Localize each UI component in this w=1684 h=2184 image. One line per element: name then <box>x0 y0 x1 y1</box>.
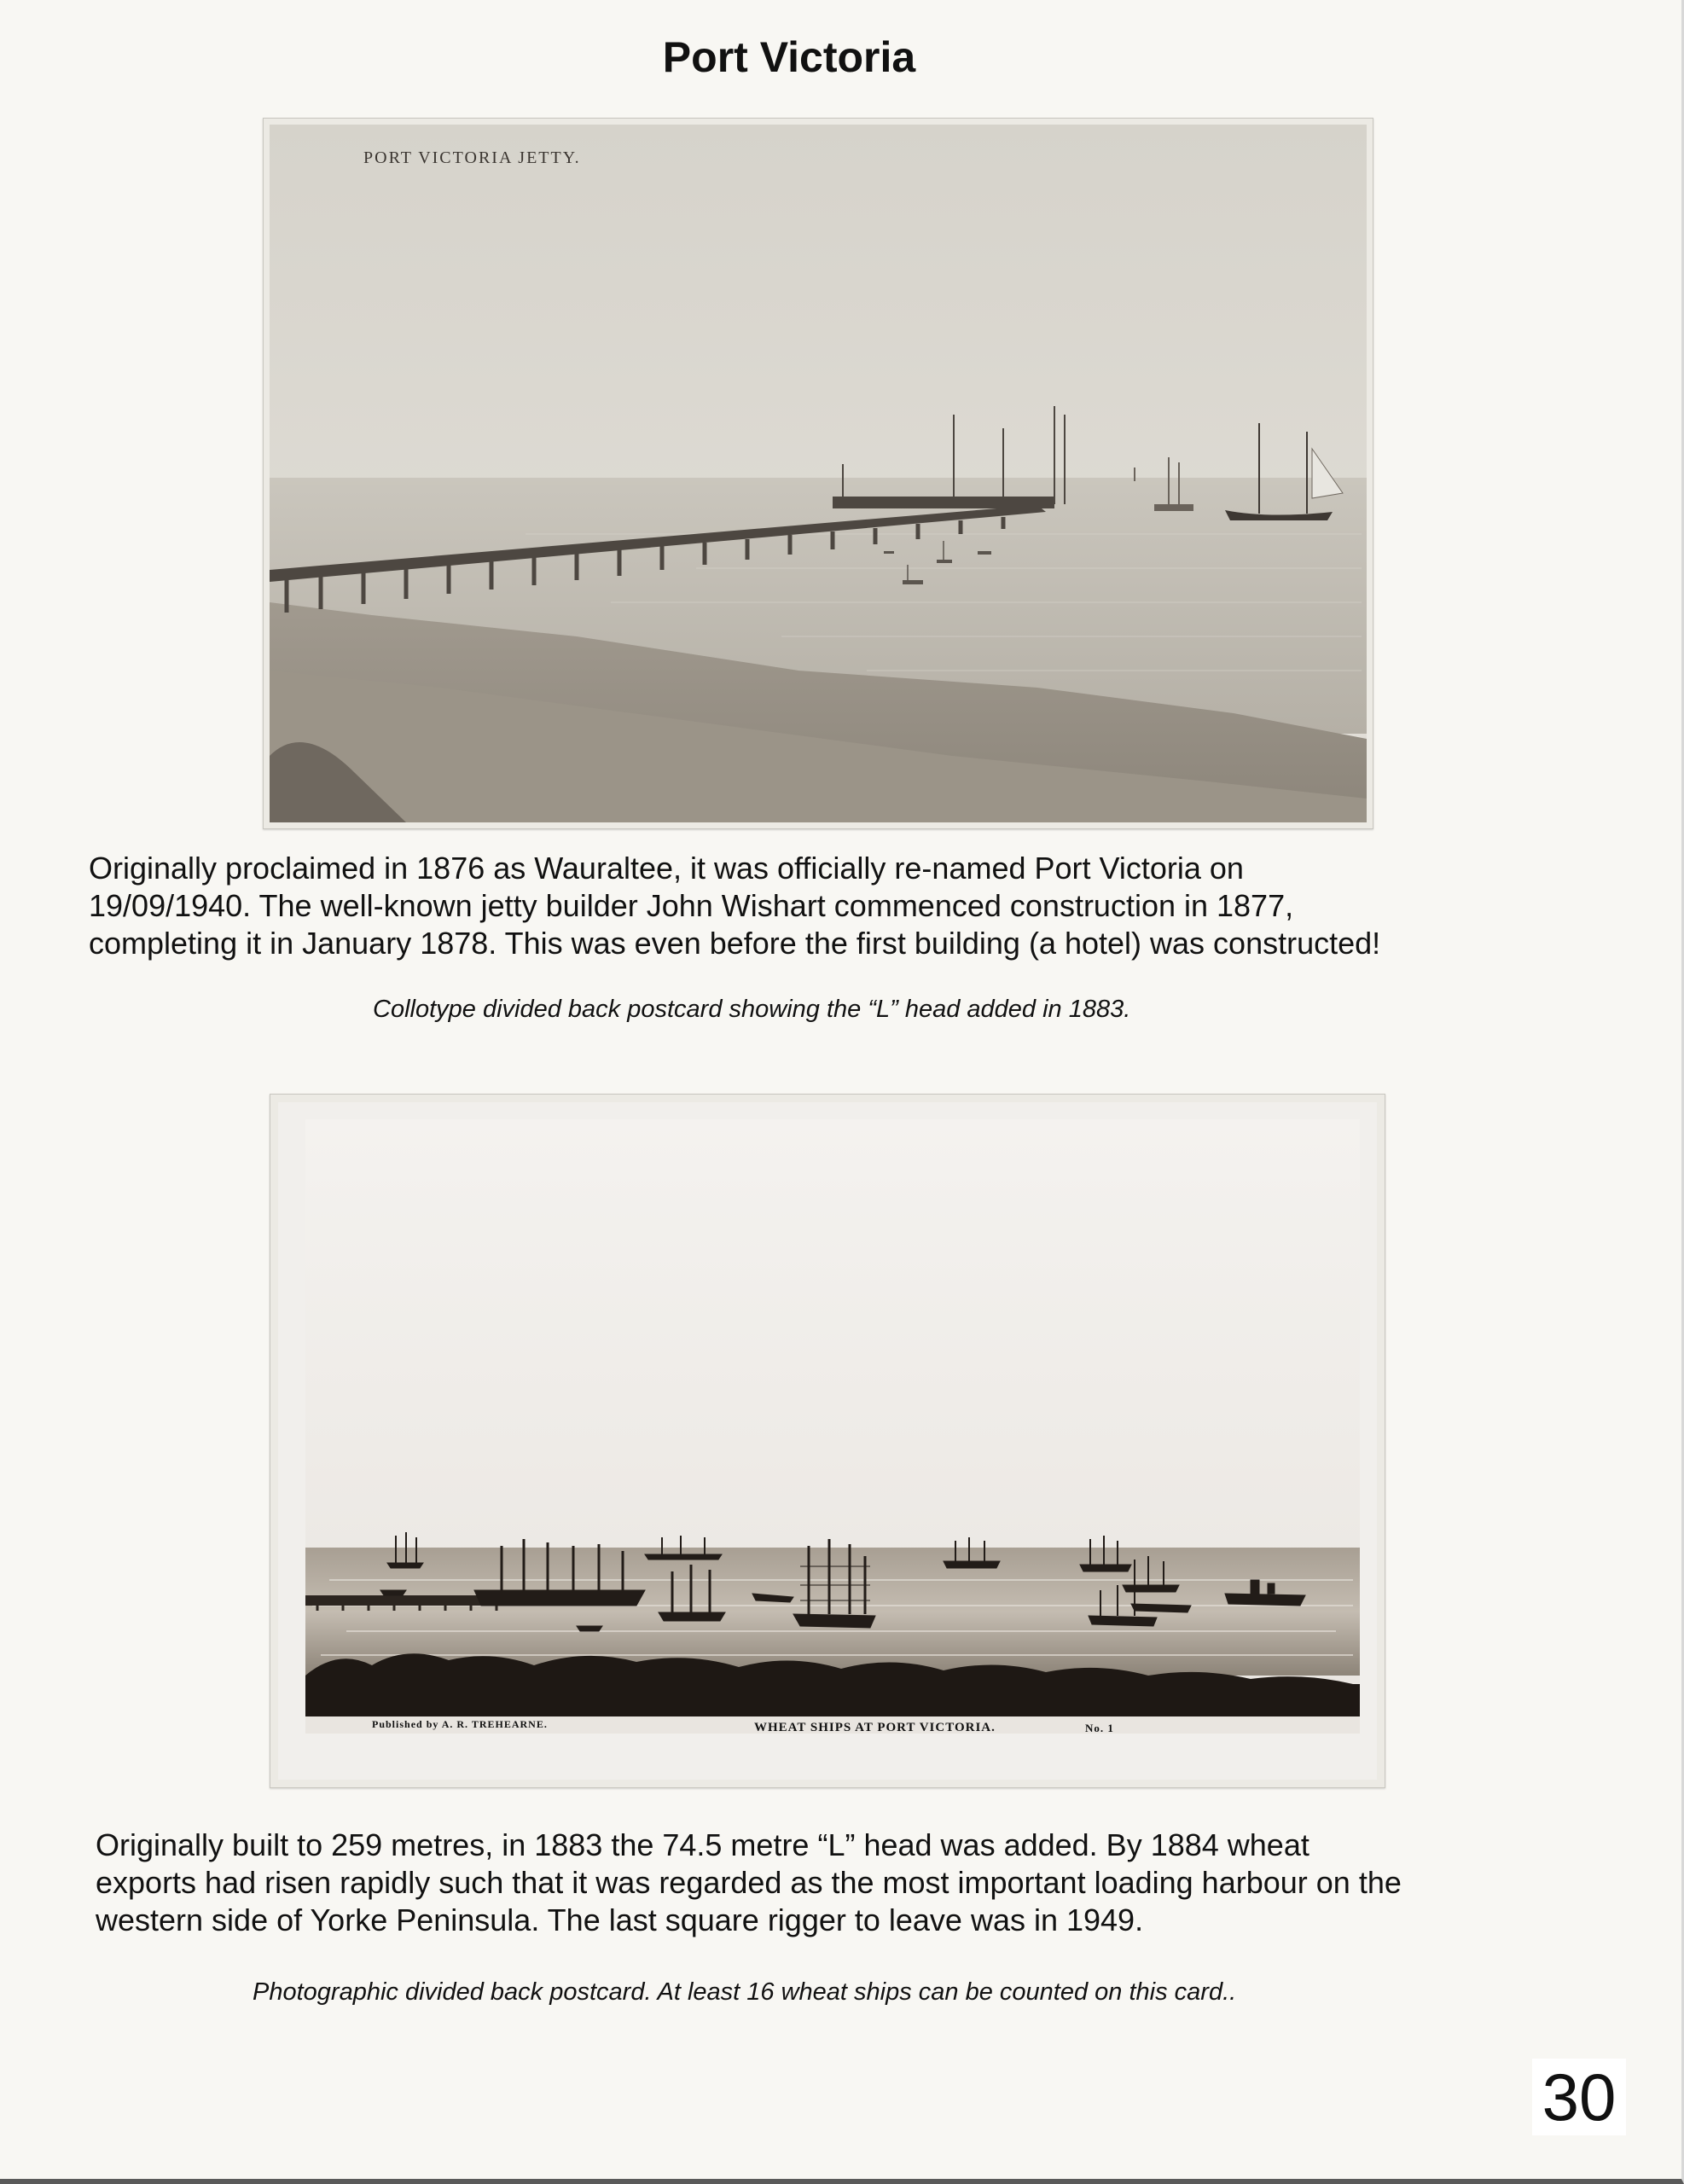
card1-description <box>89 850 1380 962</box>
card1-description-line: Originally proclaimed in 1876 as Wauraltee, it was officially re-named Port Victoria on <box>89 851 1244 886</box>
page-title: Port Victoria <box>662 33 916 81</box>
card2-caption: Photographic divided back postcard. At least 16 wheat ships can be counted on this card.. <box>253 1978 1237 2006</box>
wheat-ships-postcard-image <box>278 1102 1377 1780</box>
jetty-photo-illustration <box>270 125 1367 822</box>
page-number-box <box>1532 2059 1626 2135</box>
card2-description-line: western side of Yorke Peninsula. The last square rigger to leave was in 1949. <box>96 1902 1144 1937</box>
card1-description-line: completing it in January 1878. This was even before the first building (a hotel) was constructed! <box>89 926 1381 961</box>
jetty-postcard-printed-caption: PORT VICTORIA JETTY. <box>363 148 581 167</box>
jetty-postcard-image <box>270 125 1367 822</box>
card2-description <box>96 1827 1402 1939</box>
page-number: 30 <box>1542 2059 1617 2135</box>
wheat-ships-card-number: No. 1 <box>1085 1722 1114 1734</box>
card2-description-line: Originally built to 259 metres, in 1883 the 74.5 metre “L” head was added. By 1884 wheat <box>96 1827 1309 1862</box>
card1-caption: Collotype divided back postcard showing the “L” head added in 1883. <box>373 996 1131 1023</box>
wheat-ships-photo-illustration <box>278 1102 1377 1780</box>
wheat-ships-printed-caption: WHEAT SHIPS AT PORT VICTORIA. <box>754 1721 996 1734</box>
card2-description-line: exports had risen rapidly such that it was regarded as the most important loading harbour on the <box>96 1865 1402 1900</box>
card1-description-line: 19/09/1940. The well-known jetty builder John Wishart commenced construction in 1877, <box>89 888 1294 923</box>
wheat-ships-publisher-caption: Published by A. R. TREHEARNE. <box>372 1718 548 1730</box>
